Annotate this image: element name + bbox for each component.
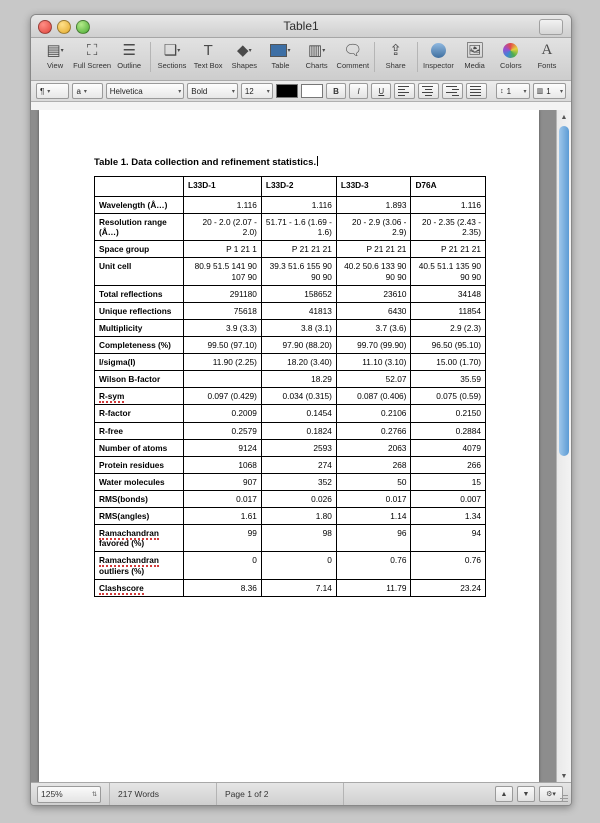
row-label[interactable]: Completeness (%) <box>95 336 184 353</box>
toolbar-item-outline[interactable] <box>111 40 147 70</box>
table-cell[interactable]: 0.2884 <box>411 422 486 439</box>
table-cell[interactable]: 52.07 <box>336 371 411 388</box>
fullscreen-icon: ⛶ <box>86 41 98 59</box>
toolbar-item-comment[interactable] <box>335 40 371 70</box>
toolbar-item-shapes[interactable] <box>226 40 262 70</box>
font-family-value: Helvetica <box>109 86 143 96</box>
italic-button[interactable]: I <box>349 83 369 99</box>
table-cell[interactable]: 158652 <box>261 285 336 302</box>
table-cell[interactable]: 20 - 2.35 (2.43 - 2.35) <box>411 214 486 241</box>
table-cell[interactable]: 99 <box>184 525 262 552</box>
table-row[interactable] <box>95 405 486 422</box>
table-row[interactable] <box>95 258 486 285</box>
zoom-icon[interactable] <box>76 20 90 34</box>
row-label[interactable]: Protein residues <box>95 456 184 473</box>
table-cell[interactable]: 0.76 <box>411 552 486 579</box>
toolbar-item-fonts[interactable] <box>529 40 565 70</box>
toolbar-label: Colors <box>499 61 522 70</box>
align-left-icon <box>398 86 411 97</box>
row-label[interactable] <box>95 579 184 596</box>
fill-color-swatch[interactable] <box>301 84 323 98</box>
table-cell[interactable]: 274 <box>261 456 336 473</box>
text-cursor <box>317 156 318 166</box>
vertical-scrollbar[interactable] <box>556 110 571 783</box>
zoom-select[interactable] <box>37 786 101 803</box>
toolbar-label: Table <box>271 61 290 70</box>
table-caption <box>94 156 318 168</box>
row-label[interactable]: Wilson B-factor <box>95 371 184 388</box>
line-spacing-value: 1 <box>506 86 512 96</box>
underline-button[interactable]: U <box>371 83 391 99</box>
table-cell[interactable]: 3.8 (3.1) <box>261 319 336 336</box>
page-indicator-text: Page 1 of 2 <box>225 789 269 799</box>
misspelled-word: R-sym <box>99 391 125 402</box>
chevron-down-icon: ▾ <box>178 88 182 95</box>
table-cell[interactable]: 268 <box>336 456 411 473</box>
toolbar-item-share[interactable] <box>378 40 414 70</box>
font-style-select[interactable] <box>187 83 238 99</box>
fonts-icon: A <box>541 41 553 58</box>
font-size-value: 12 <box>244 86 254 96</box>
table-cell[interactable]: 11.90 (2.25) <box>184 354 262 371</box>
sections-icon: ❑ ▾ <box>163 42 181 59</box>
line-spacing-select[interactable] <box>496 83 529 99</box>
format-bar[interactable] <box>31 81 571 102</box>
table-row[interactable] <box>95 371 486 388</box>
table-cell[interactable]: 0.2150 <box>411 405 486 422</box>
table-cell[interactable]: 0.2106 <box>336 405 411 422</box>
toolbar-label: Sections <box>157 61 187 70</box>
table-row[interactable] <box>95 354 486 371</box>
table-cell[interactable]: 4079 <box>411 439 486 456</box>
toolbar-label: Shapes <box>231 61 258 70</box>
table-cell[interactable]: 1.61 <box>184 508 262 525</box>
column-header[interactable]: L33D-2 <box>261 177 336 197</box>
table-cell[interactable]: 7.14 <box>261 579 336 596</box>
toolbar-label: Fonts <box>537 61 557 70</box>
toolbar-label: Comment <box>336 61 370 70</box>
row-label[interactable]: Space group <box>95 241 184 258</box>
table-cell[interactable]: 35.59 <box>411 371 486 388</box>
text-color-swatch[interactable] <box>276 84 298 98</box>
zoom-value: 125% <box>41 789 63 799</box>
table-cell[interactable]: 11.10 (3.10) <box>336 354 411 371</box>
table-row[interactable] <box>95 214 486 241</box>
scroll-down-arrow-icon[interactable]: ▼ <box>560 772 568 780</box>
table-cell[interactable]: 6430 <box>336 302 411 319</box>
table-cell[interactable]: 0 <box>261 552 336 579</box>
font-size-select[interactable] <box>241 83 273 99</box>
toolbar-item-view[interactable] <box>37 40 73 70</box>
share-icon: ⇪ <box>389 42 402 59</box>
toolbar-item-sections[interactable] <box>154 40 190 70</box>
chevron-updown-icon: ⇅ <box>91 791 97 798</box>
row-label[interactable]: RMS(angles) <box>95 508 184 525</box>
table-cell[interactable]: P 21 21 21 <box>336 241 411 258</box>
table-row[interactable] <box>95 336 486 353</box>
table-cell[interactable]: 0.097 (0.429) <box>184 388 262 405</box>
toolbar-label: Outline <box>117 61 142 70</box>
table-cell[interactable]: 0.034 (0.315) <box>261 388 336 405</box>
table-row[interactable] <box>95 579 486 596</box>
list-style-value: a <box>76 86 81 96</box>
table-cell[interactable]: 352 <box>261 473 336 490</box>
table-cell[interactable]: 50 <box>336 473 411 490</box>
row-label[interactable]: Ramachandran outliers (%) <box>95 552 184 579</box>
table-row[interactable] <box>95 319 486 336</box>
table-cell[interactable]: 20 - 2.9 (3.06 - 2.9) <box>336 214 411 241</box>
table-cell[interactable]: 41813 <box>261 302 336 319</box>
columns-icon: ▥ <box>536 88 544 95</box>
table-cell[interactable]: 2063 <box>336 439 411 456</box>
chevron-down-icon: ▾ <box>559 88 563 95</box>
columns-value: 1 <box>546 86 551 96</box>
word-count-text: 217 Words <box>118 789 159 799</box>
table-caption-text: Table 1. Data collection and refinement statistics. <box>94 157 317 168</box>
comment-icon: 🗨 <box>343 42 363 59</box>
row-label[interactable]: R-factor <box>95 405 184 422</box>
table-cell[interactable]: 15.00 (1.70) <box>411 354 486 371</box>
toolbar-divider <box>374 42 375 72</box>
shapes-icon: ◆ ▾ <box>237 42 252 59</box>
table-cell[interactable]: 0 <box>184 552 262 579</box>
outline-icon: ☰ <box>122 42 136 59</box>
misspelled-word: Ramachandran <box>99 528 159 539</box>
table-cell[interactable]: 291180 <box>184 285 262 302</box>
word-count <box>109 783 217 805</box>
table-cell[interactable]: 1.80 <box>261 508 336 525</box>
misspelled-word: Clashscore <box>99 582 144 593</box>
row-label[interactable]: Number of atoms <box>95 439 184 456</box>
row-label[interactable]: Unique reflections <box>95 302 184 319</box>
table-cell[interactable] <box>184 371 262 388</box>
align-right-icon <box>446 86 459 97</box>
toolbar-label: Inspector <box>423 61 454 70</box>
toolbar-item-charts[interactable] <box>299 40 335 70</box>
page-settings-button[interactable]: ⚙▾ <box>539 786 563 802</box>
font-style-value: Bold <box>191 86 208 96</box>
window-titlebar[interactable] <box>31 15 571 38</box>
toolbar-item-colors[interactable] <box>493 40 529 70</box>
document-page[interactable] <box>39 110 539 782</box>
table-cell[interactable]: 11854 <box>411 302 486 319</box>
toolbar-divider <box>150 42 151 72</box>
align-center-icon <box>422 86 435 97</box>
document-window <box>30 14 572 806</box>
align-center-button[interactable] <box>418 83 439 99</box>
paragraph-style-select[interactable] <box>36 83 69 99</box>
table-row[interactable] <box>95 388 486 405</box>
document-canvas[interactable] <box>31 110 571 783</box>
table-cell[interactable]: 80.9 51.5 141 90 107 90 <box>184 258 262 285</box>
table-row[interactable] <box>95 302 486 319</box>
media-icon: 🖼 <box>465 42 485 59</box>
table-cell[interactable]: 75618 <box>184 302 262 319</box>
table-cell[interactable]: 18.20 (3.40) <box>261 354 336 371</box>
table-cell[interactable]: 0.017 <box>336 490 411 507</box>
table-cell[interactable]: P 1 21 1 <box>184 241 262 258</box>
row-label[interactable]: Unit cell <box>95 258 184 285</box>
toolbar-item-media[interactable] <box>457 40 493 70</box>
column-header[interactable]: D76A <box>411 177 486 197</box>
table-cell[interactable]: 39.3 51.6 155 90 90 90 <box>261 258 336 285</box>
column-header[interactable] <box>95 177 184 197</box>
window-title: Table1 <box>283 19 319 33</box>
table-cell[interactable]: 96.50 (95.10) <box>411 336 486 353</box>
list-style-select[interactable] <box>72 83 102 99</box>
align-left-button[interactable] <box>394 83 415 99</box>
table-cell[interactable]: 1.893 <box>336 197 411 214</box>
bold-button[interactable]: B <box>326 83 346 99</box>
table-cell[interactable]: 40.2 50.6 133 90 90 90 <box>336 258 411 285</box>
chevron-down-icon: ▾ <box>83 88 87 95</box>
table-cell[interactable]: 15 <box>411 473 486 490</box>
table-row[interactable] <box>95 285 486 302</box>
table-cell[interactable]: 1.34 <box>411 508 486 525</box>
align-justify-icon <box>470 86 483 97</box>
column-header[interactable]: L33D-3 <box>336 177 411 197</box>
table-row[interactable] <box>95 197 486 214</box>
toolbar-divider <box>417 42 418 72</box>
table-cell[interactable]: 907 <box>184 473 262 490</box>
table-row[interactable] <box>95 552 486 579</box>
table-cell[interactable]: 0.087 (0.406) <box>336 388 411 405</box>
toolbar-toggle-button[interactable] <box>539 19 563 35</box>
table-cell[interactable]: 18.29 <box>261 371 336 388</box>
main-toolbar[interactable] <box>31 38 571 81</box>
table-cell[interactable]: P 21 21 21 <box>261 241 336 258</box>
toolbar-item-inspector[interactable] <box>420 40 456 70</box>
row-label[interactable]: Total reflections <box>95 285 184 302</box>
table-cell[interactable]: 23.24 <box>411 579 486 596</box>
window-resizer[interactable] <box>556 790 570 804</box>
window-controls[interactable] <box>38 20 90 34</box>
toolbar-label: Share <box>385 61 406 70</box>
row-label[interactable]: Resolution range (Å…) <box>95 214 184 241</box>
toolbar-label: Text Box <box>193 61 223 70</box>
paragraph-style-value: ¶ <box>40 86 45 96</box>
table-row[interactable] <box>95 490 486 507</box>
table-cell[interactable]: 3.7 (3.6) <box>336 319 411 336</box>
minimize-icon[interactable] <box>57 20 71 34</box>
toolbar-label: View <box>47 61 64 70</box>
row-label[interactable]: I/sigma(I) <box>95 354 184 371</box>
table-cell[interactable]: 11.79 <box>336 579 411 596</box>
table-cell[interactable]: 20 - 2.0 (2.07 - 2.0) <box>184 214 262 241</box>
table-cell[interactable]: 2.9 (2.3) <box>411 319 486 336</box>
page-indicator <box>217 783 344 805</box>
table-cell[interactable]: 23610 <box>336 285 411 302</box>
align-justify-button[interactable] <box>466 83 487 99</box>
colors-icon <box>503 40 518 60</box>
statistics-table[interactable] <box>94 176 486 597</box>
table-cell[interactable]: 1068 <box>184 456 262 473</box>
toolbar-item-full-screen[interactable] <box>73 40 111 70</box>
column-header[interactable]: L33D-1 <box>184 177 262 197</box>
table-icon: ▾ <box>270 40 290 60</box>
row-label[interactable]: RMS(bonds) <box>95 490 184 507</box>
table-cell[interactable]: 0.1454 <box>261 405 336 422</box>
table-cell[interactable]: 34148 <box>411 285 486 302</box>
close-icon[interactable] <box>38 20 52 34</box>
align-right-button[interactable] <box>442 83 463 99</box>
table-cell[interactable]: 1.14 <box>336 508 411 525</box>
table-row[interactable] <box>95 241 486 258</box>
row-label[interactable]: Wavelength (Å…) <box>95 197 184 214</box>
table-header-row <box>95 177 486 197</box>
table-row[interactable] <box>95 473 486 490</box>
row-label[interactable]: Multiplicity <box>95 319 184 336</box>
table-cell[interactable]: 9124 <box>184 439 262 456</box>
view-icon: ▤ ▾ <box>46 42 64 59</box>
toolbar-label: Media <box>464 61 485 70</box>
table-cell[interactable]: 40.5 51.1 135 90 90 90 <box>411 258 486 285</box>
table-row[interactable] <box>95 439 486 456</box>
charts-icon: ▥ ▾ <box>308 42 326 59</box>
table-cell[interactable]: 0.017 <box>184 490 262 507</box>
row-label[interactable] <box>95 388 184 405</box>
table-cell[interactable]: 0.026 <box>261 490 336 507</box>
line-spacing-icon: ↕ <box>500 87 504 95</box>
table-cell[interactable]: 98 <box>261 525 336 552</box>
chevron-down-icon: ▾ <box>266 88 270 95</box>
row-label[interactable]: R-free <box>95 422 184 439</box>
columns-select[interactable] <box>533 83 566 99</box>
table-cell[interactable]: P 21 21 21 <box>411 241 486 258</box>
table-cell[interactable]: 99.50 (97.10) <box>184 336 262 353</box>
table-cell[interactable]: 97.90 (88.20) <box>261 336 336 353</box>
font-family-select[interactable] <box>106 83 185 99</box>
vertical-scroll-thumb[interactable] <box>559 126 569 456</box>
chevron-down-icon: ▾ <box>47 88 51 95</box>
row-label[interactable]: Water molecules <box>95 473 184 490</box>
row-label[interactable]: Ramachandran favored (%) <box>95 525 184 552</box>
table-body <box>95 177 486 597</box>
textbox-icon: T <box>203 41 213 59</box>
table-row[interactable] <box>95 525 486 552</box>
table-cell[interactable]: 8.36 <box>184 579 262 596</box>
table-cell[interactable]: 266 <box>411 456 486 473</box>
toolbar-item-table[interactable] <box>262 40 298 70</box>
chevron-down-icon: ▾ <box>231 88 235 95</box>
table-cell[interactable]: 0.1824 <box>261 422 336 439</box>
table-row[interactable] <box>95 422 486 439</box>
toolbar-label: Full Screen <box>73 61 112 70</box>
table-cell[interactable]: 94 <box>411 525 486 552</box>
toolbar-item-text-box[interactable] <box>190 40 226 70</box>
table-cell[interactable]: 0.2579 <box>184 422 262 439</box>
table-cell[interactable]: 1.116 <box>184 197 262 214</box>
chevron-down-icon: ▾ <box>523 88 527 95</box>
table-row[interactable] <box>95 508 486 525</box>
next-page-button[interactable]: ▼ <box>517 786 535 802</box>
table-row[interactable] <box>95 456 486 473</box>
table-cell[interactable]: 99.70 (99.90) <box>336 336 411 353</box>
status-bar[interactable] <box>31 782 571 805</box>
misspelled-word: Ramachandran <box>99 555 159 566</box>
table-cell[interactable]: 1.116 <box>411 197 486 214</box>
table-cell[interactable]: 51.71 - 1.6 (1.69 - 1.6) <box>261 214 336 241</box>
toolbar-label: Charts <box>305 61 328 70</box>
table-cell[interactable]: 3.9 (3.3) <box>184 319 262 336</box>
inspector-icon <box>431 40 446 60</box>
table-cell[interactable]: 96 <box>336 525 411 552</box>
table-cell[interactable]: 1.116 <box>261 197 336 214</box>
table-cell[interactable]: 0.075 (0.59) <box>411 388 486 405</box>
table-cell[interactable]: 0.2766 <box>336 422 411 439</box>
table-cell[interactable]: 0.76 <box>336 552 411 579</box>
table-cell[interactable]: 2593 <box>261 439 336 456</box>
table-cell[interactable]: 0.007 <box>411 490 486 507</box>
scroll-up-arrow-icon[interactable]: ▲ <box>560 113 568 121</box>
previous-page-button[interactable]: ▲ <box>495 786 513 802</box>
table-cell[interactable]: 0.2009 <box>184 405 262 422</box>
